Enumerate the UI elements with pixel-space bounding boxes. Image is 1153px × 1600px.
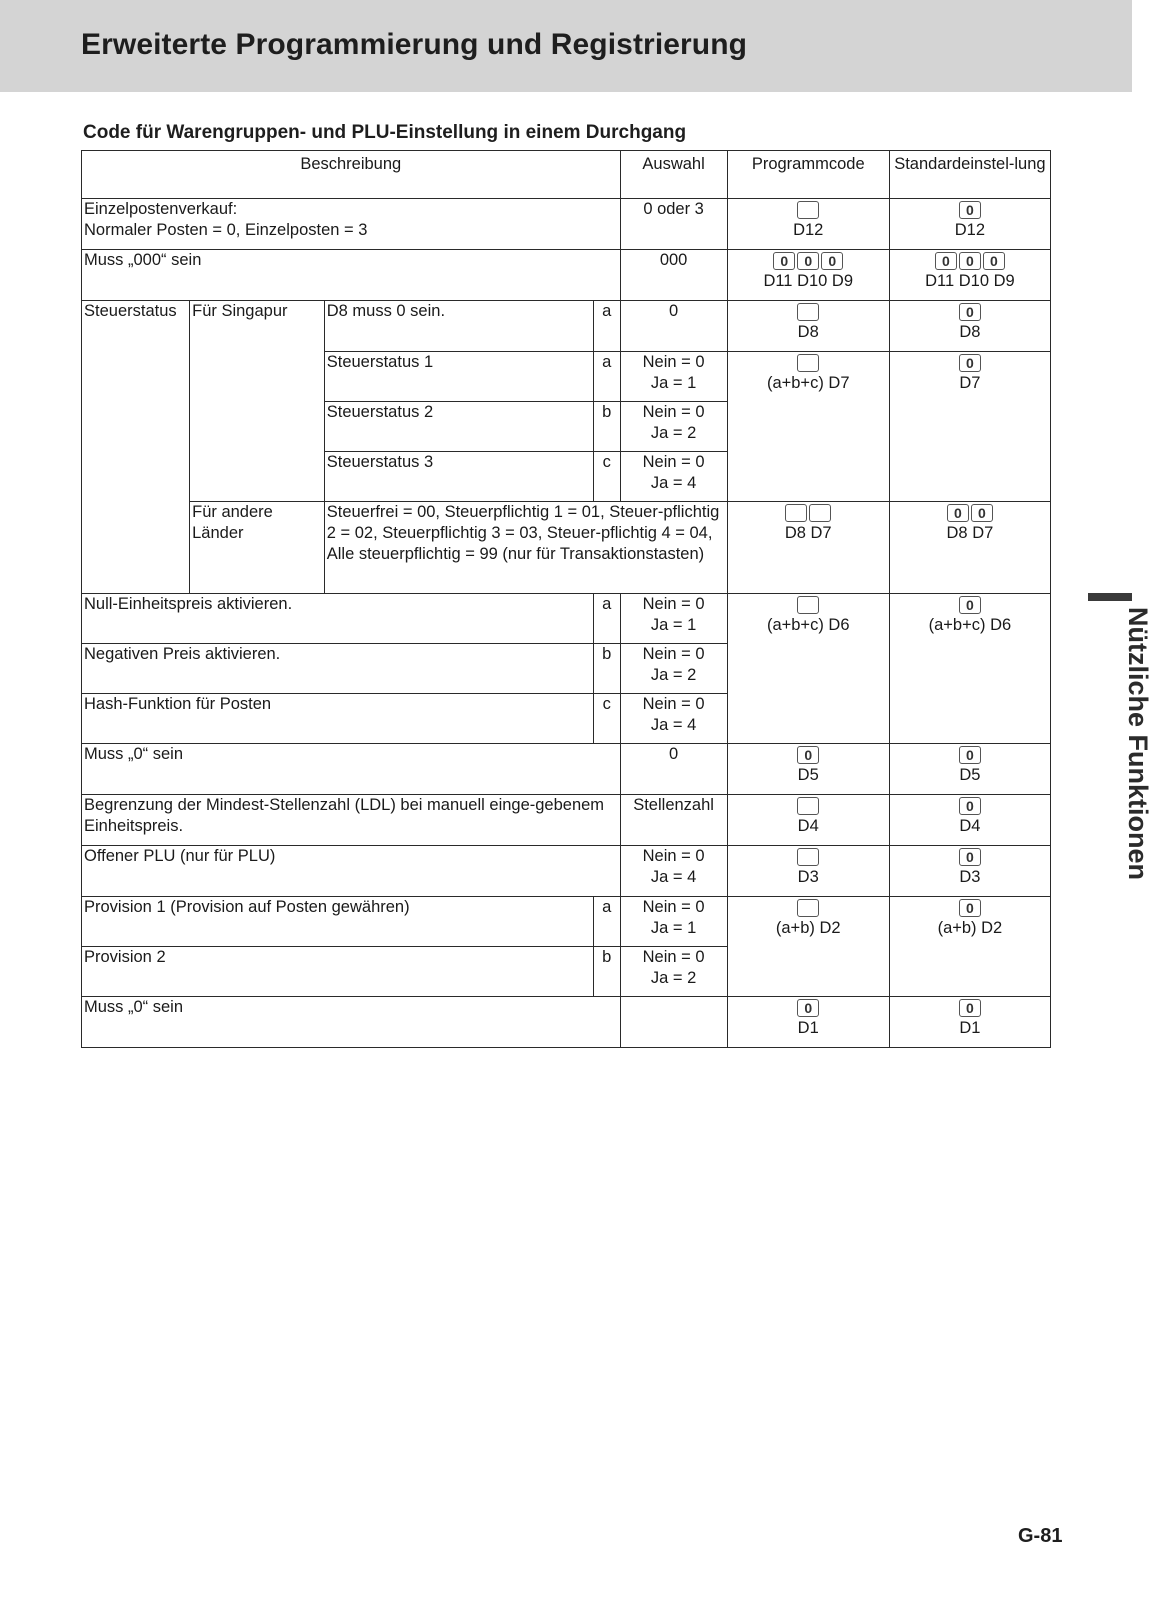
row-auswahl — [620, 846, 727, 897]
row-auswahl — [620, 452, 727, 502]
page-title: Erweiterte Programmierung und Registrierung — [81, 28, 748, 61]
zero-key-box: 0 — [959, 354, 981, 372]
page-number: G-81 — [1018, 1525, 1063, 1547]
table-header-row — [82, 151, 1051, 199]
row-desc: Null-Einheitspreis aktivieren. — [82, 594, 594, 644]
row-standard — [889, 502, 1050, 594]
empty-key-box — [797, 848, 819, 866]
row-desc: Muss „000“ sein — [82, 250, 621, 301]
row-programmcode — [727, 744, 889, 795]
row-programmcode — [727, 250, 889, 301]
ja-value: Ja = 4 — [650, 474, 697, 492]
nein-value: Nein = 0 — [642, 353, 705, 371]
digit-label: D1 — [959, 1019, 981, 1037]
header-standardeinstellung: Standardeinstel-lung — [889, 151, 1050, 199]
digit-label: D4 — [959, 817, 981, 835]
row-desc: Begrenzung der Mindest-Stellenzahl (LDL) bei manuell einge-gebenem Einheitspreis. — [82, 795, 621, 846]
row-letter: a — [594, 301, 621, 352]
nein-value: Nein = 0 — [642, 898, 705, 916]
digit-label: D4 — [797, 817, 819, 835]
row-auswahl: 0 — [620, 301, 727, 352]
digit-label: (a+b) D2 — [775, 919, 841, 937]
zero-key-box: 0 — [773, 252, 795, 270]
row-auswahl — [620, 644, 727, 694]
row-desc: Steuerstatus 3 — [324, 452, 593, 502]
digit-label: D8 — [959, 323, 981, 341]
nein-value: Nein = 0 — [642, 948, 705, 966]
table-row — [82, 199, 1051, 250]
row-desc: Steuerstatus 1 — [324, 352, 593, 402]
empty-key-box — [797, 303, 819, 321]
zero-key-box: 0 — [797, 999, 819, 1017]
zero-key-box: 0 — [797, 746, 819, 764]
table-row — [82, 594, 1051, 644]
row-letter: b — [594, 644, 621, 694]
ja-value: Ja = 2 — [650, 666, 697, 684]
row-standard — [889, 795, 1050, 846]
row-programmcode — [727, 795, 889, 846]
side-tab-bar — [1088, 593, 1132, 601]
nein-value: Nein = 0 — [642, 695, 705, 713]
row-desc: Muss „0“ sein — [82, 997, 621, 1048]
row-auswahl — [620, 947, 727, 997]
row-standard — [889, 744, 1050, 795]
row-desc: Muss „0“ sein — [82, 744, 621, 795]
row-letter: c — [594, 452, 621, 502]
row-auswahl — [620, 997, 727, 1048]
ja-value: Ja = 4 — [650, 716, 697, 734]
row-standard — [889, 352, 1050, 502]
ja-value: Ja = 1 — [650, 616, 697, 634]
row-standard — [889, 250, 1050, 301]
row-desc: Hash-Funktion für Posten — [82, 694, 594, 744]
row-standard — [889, 301, 1050, 352]
zero-key-box: 0 — [959, 999, 981, 1017]
row-standard — [889, 897, 1050, 997]
zero-key-box: 0 — [959, 303, 981, 321]
zero-key-box: 0 — [959, 899, 981, 917]
ja-value: Ja = 1 — [650, 919, 697, 937]
zero-key-box: 0 — [935, 252, 957, 270]
zero-key-box: 0 — [959, 746, 981, 764]
digit-label: D3 — [959, 868, 981, 886]
zero-key-box: 0 — [959, 596, 981, 614]
header-beschreibung: Beschreibung — [82, 151, 621, 199]
row-programmcode — [727, 997, 889, 1048]
ja-value: Ja = 2 — [650, 969, 697, 987]
digit-label: D12 — [793, 221, 824, 239]
row-auswahl — [620, 402, 727, 452]
zero-key-box: 0 — [947, 504, 969, 522]
row-programmcode — [727, 352, 889, 502]
program-code-table — [81, 150, 1051, 1048]
digit-label: D5 — [959, 766, 981, 784]
row-letter: a — [594, 897, 621, 947]
ja-value: Ja = 4 — [650, 868, 697, 886]
digit-label: D11 D10 D9 — [763, 272, 854, 290]
zero-key-box: 0 — [959, 797, 981, 815]
fuer-singapur-label: Für Singapur — [190, 301, 325, 502]
zero-key-box: 0 — [821, 252, 843, 270]
empty-key-box — [797, 354, 819, 372]
digit-label: D3 — [797, 868, 819, 886]
nein-value: Nein = 0 — [642, 645, 705, 663]
chapter-side-tab — [1088, 593, 1153, 893]
row-auswahl — [620, 694, 727, 744]
digit-label: D5 — [797, 766, 819, 784]
table-row — [82, 250, 1051, 301]
nein-value: Nein = 0 — [642, 595, 705, 613]
row-letter: c — [594, 694, 621, 744]
desc-line-1: Einzelpostenverkauf: — [84, 200, 238, 218]
nein-value: Nein = 0 — [642, 847, 705, 865]
row-auswahl: Stellenzahl — [620, 795, 727, 846]
zero-key-box: 0 — [959, 252, 981, 270]
row-standard — [889, 997, 1050, 1048]
row-programmcode — [727, 502, 889, 594]
digit-label: (a+b+c) D7 — [766, 374, 850, 392]
row-letter: a — [594, 352, 621, 402]
header-auswahl: Auswahl — [620, 151, 727, 199]
header-programmcode: Programmcode — [727, 151, 889, 199]
row-programmcode — [727, 199, 889, 250]
table-row — [82, 897, 1051, 947]
empty-key-box — [797, 201, 819, 219]
fuer-andere-laender-label: Für andere Länder — [190, 502, 325, 594]
empty-key-box — [797, 899, 819, 917]
row-auswahl: 0 oder 3 — [620, 199, 727, 250]
row-letter: b — [594, 947, 621, 997]
row-auswahl — [620, 897, 727, 947]
digit-label: D8 D7 — [946, 524, 994, 542]
row-auswahl — [620, 594, 727, 644]
zero-key-box: 0 — [983, 252, 1005, 270]
empty-key-box — [785, 504, 807, 522]
row-desc: Steuerfrei = 00, Steuerpflichtig 1 = 01, Steuer-pflichtig 2 = 02, Steuerpflichtig 3 = 03, Steuer-pflichtig 4 = 04, Alle steuerpflichtig = 99 (nur für Transaktionstasten) — [324, 502, 727, 594]
table-row — [82, 301, 1051, 352]
row-desc — [82, 199, 621, 250]
table-row — [82, 997, 1051, 1048]
row-programmcode — [727, 846, 889, 897]
steuerstatus-group-label: Steuerstatus — [82, 301, 190, 594]
section-title: Code für Warengruppen- und PLU-Einstellung in einem Durchgang — [83, 122, 687, 143]
row-desc: Offener PLU (nur für PLU) — [82, 846, 621, 897]
digit-label: D11 D10 D9 — [925, 272, 1015, 290]
nein-value: Nein = 0 — [642, 453, 705, 471]
row-desc: Negativen Preis aktivieren. — [82, 644, 594, 694]
ja-value: Ja = 2 — [650, 424, 697, 442]
digit-label: D1 — [797, 1019, 819, 1037]
zero-key-box: 0 — [959, 201, 981, 219]
row-auswahl — [620, 352, 727, 402]
side-tab-label: Nützliche Funktionen — [1123, 607, 1153, 880]
digit-label: (a+b+c) D6 — [766, 616, 850, 634]
row-desc: Provision 1 (Provision auf Posten gewähren) — [82, 897, 594, 947]
row-programmcode — [727, 301, 889, 352]
row-letter: b — [594, 402, 621, 452]
empty-key-box — [797, 797, 819, 815]
row-programmcode — [727, 897, 889, 997]
row-standard — [889, 199, 1050, 250]
digit-label: D12 — [954, 221, 986, 239]
empty-key-box — [809, 504, 831, 522]
digit-label: D7 — [959, 374, 981, 392]
digit-label: (a+b) D2 — [937, 919, 1003, 937]
row-standard — [889, 594, 1050, 744]
table-row — [82, 744, 1051, 795]
row-desc: Steuerstatus 2 — [324, 402, 593, 452]
zero-key-box: 0 — [959, 848, 981, 866]
table-row — [82, 502, 1051, 594]
digit-label: (a+b+c) D6 — [928, 616, 1012, 634]
desc-line-2: Normaler Posten = 0, Einzelposten = 3 — [84, 221, 368, 239]
zero-key-box: 0 — [797, 252, 819, 270]
table-row — [82, 795, 1051, 846]
empty-key-box — [797, 596, 819, 614]
table-row — [82, 846, 1051, 897]
row-desc: D8 muss 0 sein. — [324, 301, 593, 352]
row-programmcode — [727, 594, 889, 744]
zero-key-box: 0 — [971, 504, 993, 522]
row-auswahl: 000 — [620, 250, 727, 301]
ja-value: Ja = 1 — [650, 374, 697, 392]
row-letter: a — [594, 594, 621, 644]
nein-value: Nein = 0 — [642, 403, 705, 421]
digit-label: D8 D7 — [784, 524, 832, 542]
row-desc: Provision 2 — [82, 947, 594, 997]
digit-label: D8 — [797, 323, 819, 341]
row-auswahl: 0 — [620, 744, 727, 795]
row-standard — [889, 846, 1050, 897]
